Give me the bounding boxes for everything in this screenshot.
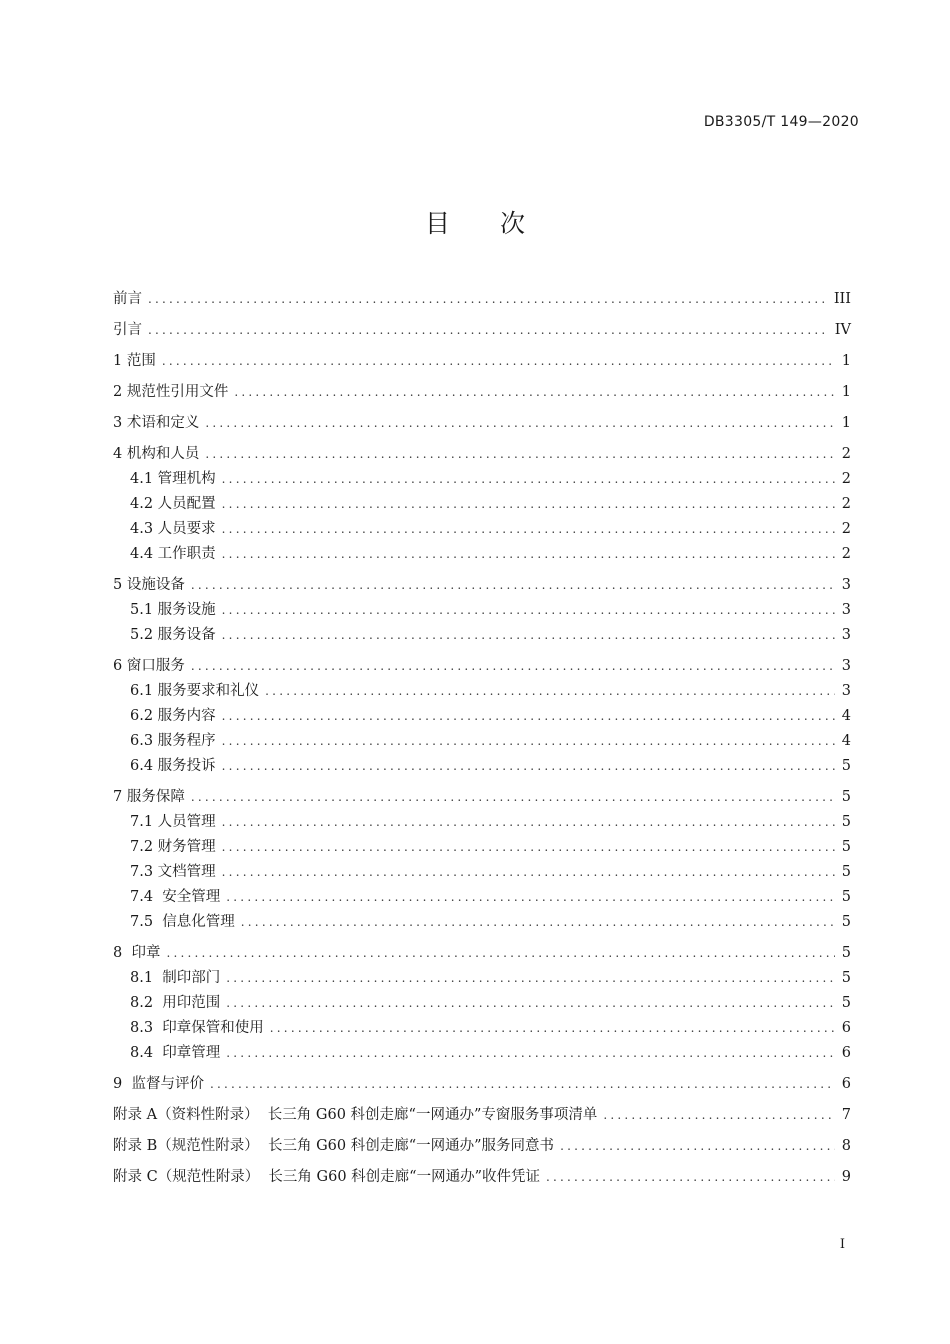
toc-entry[interactable] — [113, 785, 851, 810]
toc-leader-dots — [222, 810, 835, 835]
toc-entry-page: 4 — [841, 733, 851, 749]
toc-entry-label: 附录 A（资料性附录） 长三角 G60 科创走廊“一网通办”专窗服务事项清单 — [113, 1107, 598, 1123]
toc-leader-dots — [270, 1016, 835, 1041]
toc-entry-page: 5 — [841, 945, 851, 961]
toc-leader-dots — [222, 754, 835, 779]
toc-entry[interactable] — [113, 623, 851, 648]
toc-entry-label: 6.3 服务程序 — [130, 733, 216, 749]
toc-entry[interactable] — [113, 941, 851, 966]
toc-entry[interactable] — [113, 1016, 851, 1041]
toc-entry-label: 1 范围 — [113, 353, 156, 369]
toc-entry-page: 5 — [841, 814, 851, 830]
toc-entry-label: 4.4 工作职责 — [130, 546, 216, 562]
page-title — [0, 204, 950, 240]
toc-entry-page: 3 — [841, 627, 851, 643]
toc-entry-label: 6.1 服务要求和礼仪 — [130, 683, 260, 699]
toc-entry-label: 5.1 服务设施 — [130, 602, 216, 618]
toc-entry[interactable] — [113, 542, 851, 567]
table-of-contents — [113, 287, 851, 1190]
toc-leader-dots — [222, 860, 835, 885]
toc-entry-label: 5 设施设备 — [113, 577, 185, 593]
toc-leader-dots — [191, 785, 835, 810]
toc-entry-label: 6.4 服务投诉 — [130, 758, 216, 774]
doc-code: DB3305/T 149—2020 — [703, 114, 859, 130]
toc-entry-page: 6 — [841, 1045, 851, 1061]
toc-entry-page: 2 — [841, 546, 851, 562]
toc-entry-page: 5 — [841, 789, 851, 805]
toc-leader-dots — [603, 1103, 835, 1128]
toc-entry[interactable] — [113, 411, 851, 436]
toc-entry-page: 5 — [841, 889, 851, 905]
toc-entry-page: 5 — [841, 995, 851, 1011]
toc-leader-dots — [148, 287, 828, 312]
toc-entry-label: 7.3 文档管理 — [130, 864, 216, 880]
toc-entry-label: 6 窗口服务 — [113, 658, 185, 674]
toc-entry-label: 7 服务保障 — [113, 789, 185, 805]
toc-leader-dots — [222, 729, 835, 754]
toc-leader-dots — [222, 835, 835, 860]
toc-entry-page: 2 — [841, 471, 851, 487]
toc-leader-dots — [148, 318, 829, 343]
toc-leader-dots — [205, 442, 835, 467]
toc-entry[interactable] — [113, 885, 851, 910]
toc-entry[interactable] — [113, 810, 851, 835]
toc-leader-dots — [166, 941, 835, 966]
toc-entry-label: 5.2 服务设备 — [130, 627, 216, 643]
toc-entry-page: 6 — [841, 1020, 851, 1036]
page-number: I — [839, 1237, 845, 1252]
title-part-2: 次 — [500, 209, 526, 238]
toc-entry-page: IV — [834, 322, 851, 338]
toc-entry-page: 2 — [841, 496, 851, 512]
title-part-1: 目 — [424, 209, 450, 238]
toc-entry[interactable] — [113, 835, 851, 860]
toc-entry[interactable] — [113, 492, 851, 517]
toc-entry[interactable] — [113, 1041, 851, 1066]
toc-entry[interactable] — [113, 1134, 851, 1159]
toc-leader-dots — [222, 517, 835, 542]
toc-entry[interactable] — [113, 442, 851, 467]
toc-leader-dots — [226, 1041, 835, 1066]
toc-entry[interactable] — [113, 467, 851, 492]
toc-entry[interactable] — [113, 966, 851, 991]
toc-leader-dots — [241, 910, 835, 935]
toc-entry-page: 2 — [841, 446, 851, 462]
toc-entry-page: 1 — [841, 415, 851, 431]
toc-entry-page: 3 — [841, 602, 851, 618]
toc-entry-page: 5 — [841, 970, 851, 986]
toc-entry-label: 8.2 用印范围 — [130, 995, 221, 1011]
toc-entry[interactable] — [113, 704, 851, 729]
toc-entry-label: 8.3 印章保管和使用 — [130, 1020, 264, 1036]
toc-entry-page: 3 — [841, 577, 851, 593]
toc-entry-label: 4.3 人员要求 — [130, 521, 216, 537]
toc-entry-page: 5 — [841, 758, 851, 774]
toc-leader-dots — [222, 467, 835, 492]
toc-leader-dots — [191, 654, 835, 679]
toc-entry-label: 4.1 管理机构 — [130, 471, 216, 487]
toc-entry[interactable] — [113, 318, 851, 343]
toc-leader-dots — [546, 1165, 835, 1190]
toc-leader-dots — [226, 966, 835, 991]
toc-leader-dots — [222, 542, 835, 567]
toc-entry-label: 3 术语和定义 — [113, 415, 200, 431]
toc-leader-dots — [205, 411, 835, 436]
toc-entry[interactable] — [113, 380, 851, 405]
toc-entry[interactable] — [113, 910, 851, 935]
toc-leader-dots — [222, 704, 835, 729]
toc-entry-page: 5 — [841, 839, 851, 855]
toc-entry-page: 5 — [841, 914, 851, 930]
toc-leader-dots — [560, 1134, 835, 1159]
toc-entry[interactable] — [113, 573, 851, 598]
toc-entry[interactable] — [113, 991, 851, 1016]
toc-entry-label: 4 机构和人员 — [113, 446, 200, 462]
toc-entry[interactable] — [113, 349, 851, 374]
toc-leader-dots — [191, 573, 835, 598]
toc-entry[interactable] — [113, 598, 851, 623]
toc-entry-page: 7 — [841, 1107, 851, 1123]
toc-entry-page: 2 — [841, 521, 851, 537]
toc-entry-label: 6.2 服务内容 — [130, 708, 216, 724]
toc-entry-page: 1 — [841, 384, 851, 400]
toc-leader-dots — [226, 885, 835, 910]
toc-entry-label: 4.2 人员配置 — [130, 496, 216, 512]
toc-leader-dots — [222, 598, 835, 623]
toc-leader-dots — [222, 623, 835, 648]
toc-leader-dots — [162, 349, 835, 374]
toc-entry[interactable] — [113, 729, 851, 754]
toc-entry-label: 前言 — [113, 291, 142, 307]
toc-entry-page: 6 — [841, 1076, 851, 1092]
toc-entry-label: 引言 — [113, 322, 142, 338]
toc-entry[interactable] — [113, 679, 851, 704]
toc-leader-dots — [210, 1072, 835, 1097]
toc-entry[interactable] — [113, 654, 851, 679]
toc-entry-label: 7.5 信息化管理 — [130, 914, 235, 930]
toc-entry-page: III — [833, 291, 851, 307]
toc-leader-dots — [222, 492, 835, 517]
toc-entry-page: 3 — [841, 683, 851, 699]
toc-entry-page: 4 — [841, 708, 851, 724]
toc-entry[interactable] — [113, 1103, 851, 1128]
toc-entry-label: 附录 B（规范性附录） 长三角 G60 科创走廊“一网通办”服务同意书 — [113, 1138, 555, 1154]
toc-leader-dots — [265, 679, 835, 704]
toc-entry-page: 9 — [841, 1169, 851, 1185]
toc-leader-dots — [234, 380, 835, 405]
toc-entry-label: 9 监督与评价 — [113, 1076, 204, 1092]
toc-entry-label: 8 印章 — [113, 945, 161, 961]
toc-entry-page: 5 — [841, 864, 851, 880]
toc-entry-label: 8.4 印章管理 — [130, 1045, 221, 1061]
toc-entry-label: 2 规范性引用文件 — [113, 384, 229, 400]
toc-entry-label: 8.1 制印部门 — [130, 970, 221, 986]
toc-entry-label: 7.4 安全管理 — [130, 889, 221, 905]
toc-entry[interactable] — [113, 754, 851, 779]
toc-entry[interactable] — [113, 517, 851, 542]
toc-entry[interactable] — [113, 1072, 851, 1097]
toc-entry[interactable] — [113, 287, 851, 312]
toc-entry-label: 7.1 人员管理 — [130, 814, 216, 830]
toc-entry-label: 附录 C（规范性附录） 长三角 G60 科创走廊“一网通办”收件凭证 — [113, 1169, 540, 1185]
toc-leader-dots — [226, 991, 835, 1016]
toc-entry[interactable] — [113, 860, 851, 885]
toc-entry-page: 3 — [841, 658, 851, 674]
toc-entry-page: 8 — [841, 1138, 851, 1154]
toc-entry[interactable] — [113, 1165, 851, 1190]
toc-entry-page: 1 — [841, 353, 851, 369]
toc-entry-label: 7.2 财务管理 — [130, 839, 216, 855]
